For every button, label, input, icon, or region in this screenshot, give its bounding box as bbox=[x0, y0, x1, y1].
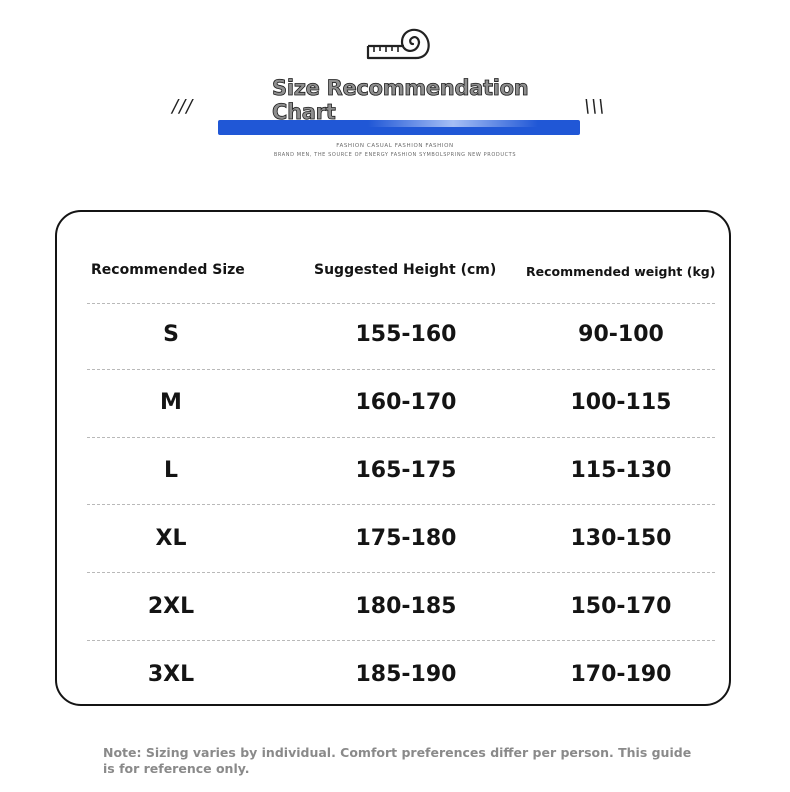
cell-size: L bbox=[163, 458, 179, 483]
row-divider bbox=[87, 504, 715, 505]
row-divider bbox=[87, 303, 715, 304]
tape-measure-icon bbox=[364, 22, 434, 66]
decorative-slashes-right: \\\ bbox=[584, 96, 606, 117]
row-divider bbox=[87, 640, 715, 641]
cell-size: 2XL bbox=[147, 594, 195, 619]
tagline-line-2: BRAND MEN, THE SOURCE OF ENERGY FASHION SYMBOLSPRING NEW PRODUCTS bbox=[273, 152, 517, 158]
row-divider bbox=[87, 369, 715, 370]
cell-size: XL bbox=[155, 526, 187, 551]
header-recommended-size: Recommended Size bbox=[91, 262, 245, 278]
header-recommended-weight: Recommended weight (kg) bbox=[526, 264, 716, 279]
cell-size: 3XL bbox=[147, 662, 195, 687]
cell-height: 180-185 bbox=[355, 594, 457, 619]
cell-size: M bbox=[160, 390, 182, 415]
sizing-note: Note: Sizing varies by individual. Comfort preferences differ per person. This guide is for reference only. bbox=[103, 745, 692, 776]
cell-weight: 100-115 bbox=[570, 390, 672, 415]
cell-height: 155-160 bbox=[355, 322, 457, 347]
cell-weight: 90-100 bbox=[578, 322, 664, 347]
header-suggested-height: Suggested Height (cm) bbox=[314, 262, 497, 278]
cell-height: 175-180 bbox=[355, 526, 457, 551]
decorative-slashes-left: /// bbox=[172, 96, 194, 117]
tagline-line-1: FASHION CASUAL FASHION FASHION bbox=[336, 143, 454, 149]
cell-weight: 115-130 bbox=[570, 458, 672, 483]
cell-height: 165-175 bbox=[355, 458, 457, 483]
row-divider bbox=[87, 572, 715, 573]
row-divider bbox=[87, 437, 715, 438]
cell-weight: 170-190 bbox=[570, 662, 672, 687]
cell-size: S bbox=[163, 322, 179, 347]
cell-weight: 150-170 bbox=[570, 594, 672, 619]
cell-weight: 130-150 bbox=[570, 526, 672, 551]
cell-height: 185-190 bbox=[355, 662, 457, 687]
cell-height: 160-170 bbox=[355, 390, 457, 415]
page-title: Size Recommendation Chart bbox=[272, 76, 529, 124]
